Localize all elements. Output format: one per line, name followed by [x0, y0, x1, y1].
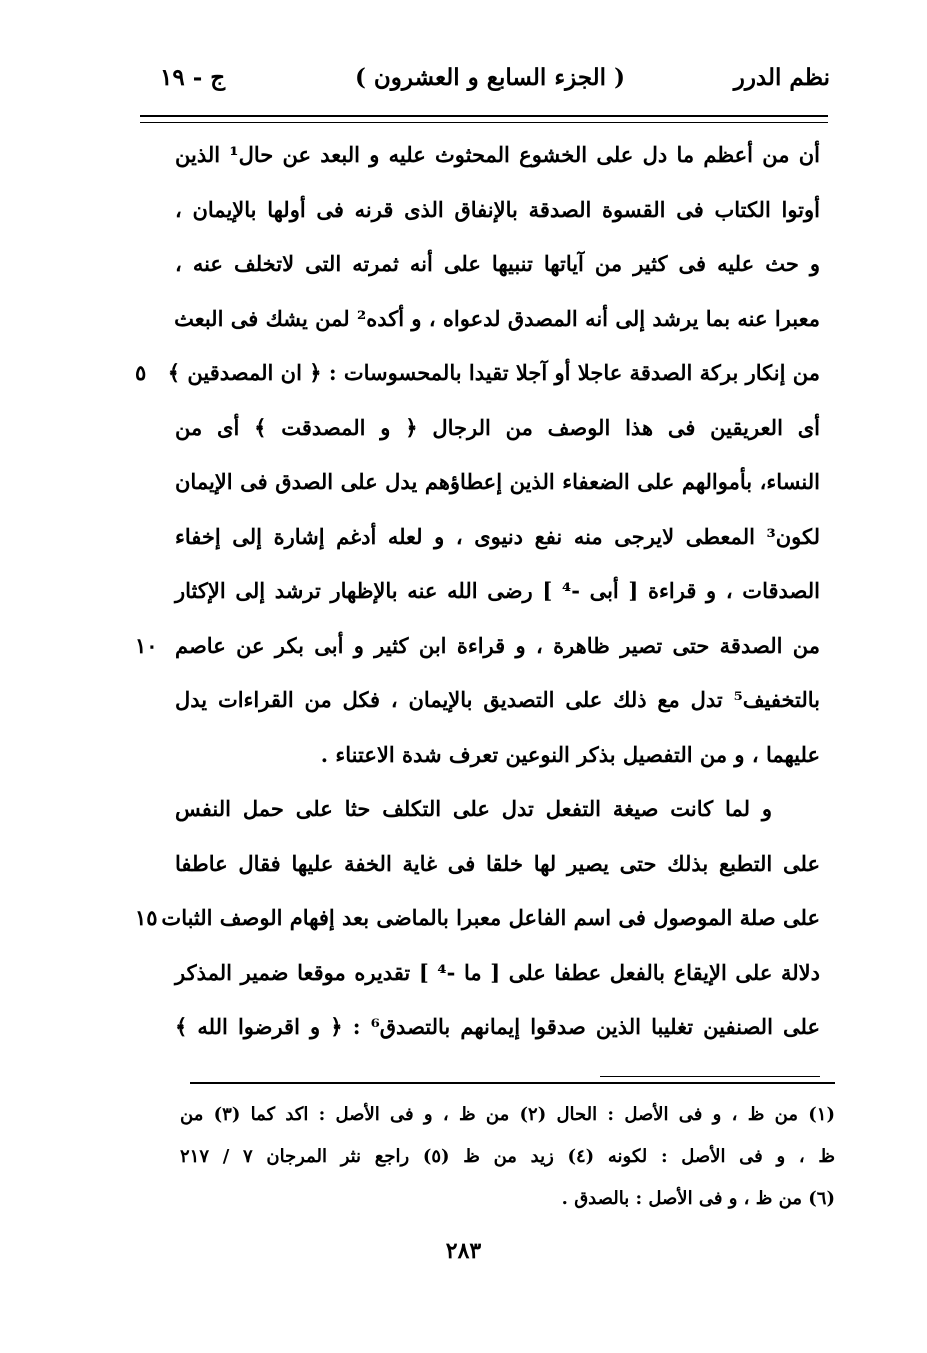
text-line: عليهما ، و من التفصيل بذكر النوعين تعرف شدة الاعتناء . — [320, 741, 820, 767]
text-line: لكون³ المعطى لايرجى منه نفع دنيوى ، و لعله أدغم إشارة إلى إخفاء — [175, 523, 820, 549]
text-line: الصدقات ، و قراءة [ أبى -⁴ ] رضى الله عنه بالإظهار ترشد إلى الإكثار — [175, 578, 820, 603]
page-number: ٢٨٣ — [445, 1238, 482, 1264]
footnote-line: (٦) من ظ ، و فى الأصل : بالصدق . — [561, 1188, 835, 1209]
footnote-divider — [190, 1082, 835, 1084]
text-line: و لما كانت صيغة التفعل تدل على التكلف حثا على حمل النفس — [175, 796, 772, 821]
phrase-underline — [600, 1076, 820, 1077]
volume-reference: ج - ١٩ — [160, 64, 226, 91]
text-line: أن من أعظم ما دل على الخشوع المحثوث عليه و البعد عن حال¹ الذين — [175, 142, 820, 167]
line-number-15: ١٥ — [135, 905, 158, 930]
footnote-line: (١) من ظ ، و فى الأصل : الحال (٢) من ظ ، و فى الأصل : اكد كما (٣) من — [180, 1104, 835, 1125]
text-line: على التطبع بذلك حتى يصير لها خلقا فى غاية الخفة عليها فقال عاطفا — [175, 850, 820, 876]
header-divider — [140, 115, 828, 123]
book-title: نظم الدرر — [733, 64, 830, 91]
footnote-line: ظ ، و فى الأصل : لكونه (٤) زيد من ظ (٥) راجع نثر المرجان ٧ / ٢١٧ — [180, 1146, 836, 1167]
text-line: النساء، بأموالهم على الضعفاء الذين إعطاؤهم يدل على الصدق فى الإيمان — [175, 469, 820, 494]
text-line: أوتوا الكتاب فى القسوة الصدقة بالإنفاق الذى قرنه فى أولها بالإيمان ، — [175, 196, 820, 222]
text-line: أى العريقين فى هذا الوصف من الرجال ﴿ و المصدقت ﴾ أى من — [175, 414, 820, 440]
text-line-10 — [135, 619, 820, 674]
text-line: و حث عليه فى كثير من آياتها تنبيها على أنه ثمرته التى لاتخلف عنه ، — [175, 251, 820, 276]
line-number-5: ٥ — [135, 360, 147, 385]
part-title: ( الجزء السابع و العشرون ) — [355, 64, 625, 91]
text-line-content: من إنكار بركة الصدقة عاجلا أو آجلا تقيدا بالمحسوسات : ﴿ ان المصدقين ﴾ — [167, 360, 820, 385]
text-line-5 — [135, 346, 820, 401]
text-line: معبرا عنه بما يرشد إلى أنه المصدق لدعواه ، و أكده² لمن يشك فى البعث — [174, 305, 820, 331]
footnotes — [180, 1094, 835, 1220]
text-line: بالتخفيف⁵ تدل مع ذلك على التصديق بالإيمان ، فكل من القراءات يدل — [175, 687, 820, 712]
main-text — [135, 128, 820, 1055]
text-line-content: على صلة الموصول فى اسم الفاعل معبرا بالماضى بعد إفهام الوصف الثبات — [161, 905, 820, 930]
running-header — [150, 60, 830, 100]
text-line: على الصنفين تغليبا الذين صدقوا إيمانهم بالتصدق⁶ : ﴿ و اقرضوا الله ﴾ — [175, 1014, 820, 1039]
text-line: دلالة على الإيقاع بالفعل عطفا على [ ما -⁴ ] تقديره موقعا ضمير المذكر — [175, 959, 820, 985]
line-number-10: ١٠ — [135, 632, 158, 658]
text-line-15 — [135, 891, 820, 946]
text-line-content: من الصدقة حتى تصير ظاهرة ، و قراءة ابن كثير و أبى بكر عن عاصم — [175, 632, 820, 658]
